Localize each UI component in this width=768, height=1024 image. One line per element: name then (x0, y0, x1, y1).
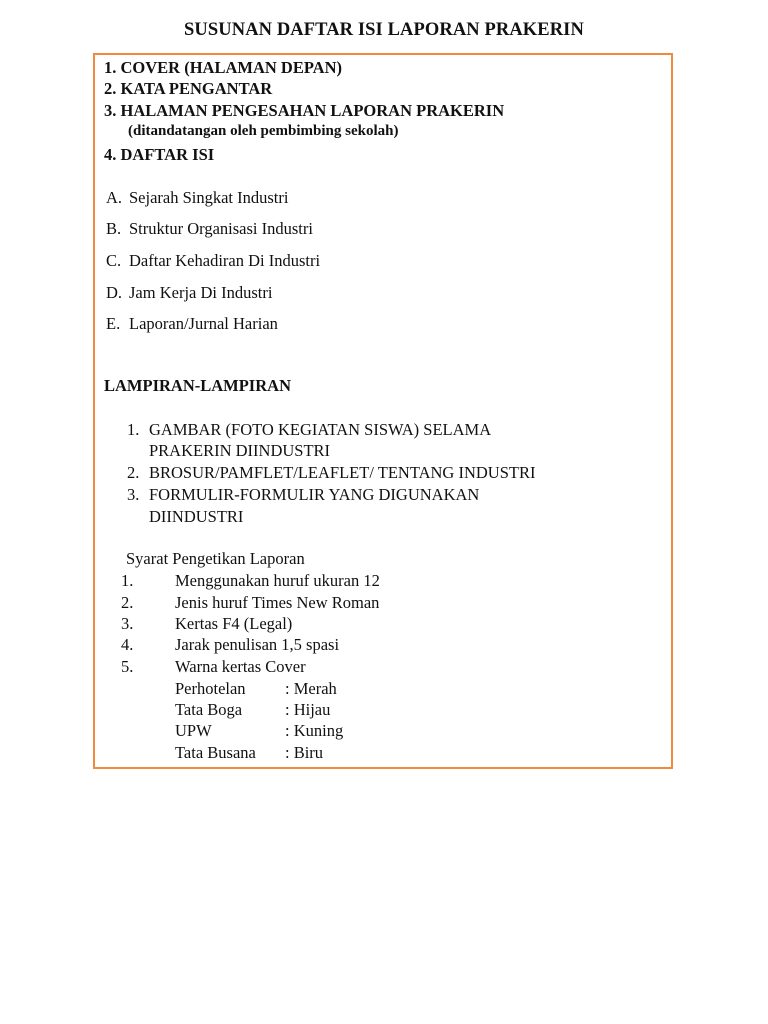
cover-color-value-perhotelan: : Merah (285, 679, 337, 698)
cover-color-value-upw: : Kuning (285, 721, 344, 740)
cover-color-dept-tata-boga: Tata Boga (175, 700, 243, 719)
lampiran-item-1-line1: GAMBAR (FOTO KEGIATAN SISWA) SELAMA (149, 420, 492, 439)
section-e-text: Laporan/Jurnal Harian (129, 314, 278, 333)
main-item-cover: 1. COVER (HALAMAN DEPAN) (104, 58, 343, 77)
syarat-item-4-num: 4. (121, 635, 134, 654)
section-e-letter: E. (106, 314, 121, 333)
section-a-text: Sejarah Singkat Industri (129, 188, 289, 207)
syarat-item-2-text: Jenis huruf Times New Roman (175, 593, 380, 612)
syarat-item-5-text: Warna kertas Cover (175, 657, 306, 676)
syarat-item-5-num: 5. (121, 657, 134, 676)
main-item-3-note: (ditandatangan oleh pembimbing sekolah) (128, 123, 399, 139)
syarat-item-4-text: Jarak penulisan 1,5 spasi (175, 635, 340, 654)
section-b-letter: B. (106, 219, 122, 238)
syarat-item-1-text: Menggunakan huruf ukuran 12 (175, 571, 380, 590)
cover-color-dept-upw: UPW (175, 721, 212, 740)
cover-color-value-tata-busana: : Biru (285, 743, 324, 762)
main-item-daftar-isi: 4. DAFTAR ISI (104, 145, 215, 164)
lampiran-item-3-num: 3. (127, 485, 140, 504)
section-a-letter: A. (106, 188, 123, 207)
section-c-text: Daftar Kehadiran Di Industri (129, 251, 321, 270)
section-d-letter: D. (106, 283, 123, 302)
syarat-item-3-text: Kertas F4 (Legal) (175, 614, 293, 633)
lampiran-item-2-num: 2. (127, 463, 140, 482)
syarat-item-2-num: 2. (121, 593, 134, 612)
section-d-text: Jam Kerja Di Industri (129, 283, 273, 302)
lampiran-item-1-num: 1. (127, 420, 140, 439)
main-item-kata-pengantar: 2. KATA PENGANTAR (104, 79, 273, 98)
cover-color-dept-tata-busana: Tata Busana (175, 743, 256, 762)
cover-color-value-tata-boga: : Hijau (285, 700, 331, 719)
syarat-item-1-num: 1. (121, 571, 134, 590)
cover-color-dept-perhotelan: Perhotelan (175, 679, 246, 698)
document-title: SUSUNAN DAFTAR ISI LAPORAN PRAKERIN (184, 20, 584, 40)
lampiran-item-1-line2: PRAKERIN DIINDUSTRI (149, 441, 331, 460)
lampiran-heading: LAMPIRAN-LAMPIRAN (104, 376, 291, 395)
lampiran-item-2-line1: BROSUR/PAMFLET/LEAFLET/ TENTANG INDUSTRI (149, 463, 536, 482)
main-item-halaman-pengesahan: 3. HALAMAN PENGESAHAN LAPORAN PRAKERIN (104, 101, 505, 120)
syarat-heading: Syarat Pengetikan Laporan (126, 549, 305, 568)
lampiran-item-3-line1: FORMULIR-FORMULIR YANG DIGUNAKAN (149, 485, 480, 504)
syarat-item-3-num: 3. (121, 614, 134, 633)
lampiran-item-3-line2: DIINDUSTRI (149, 507, 244, 526)
section-b-text: Struktur Organisasi Industri (129, 219, 313, 238)
section-c-letter: C. (106, 251, 122, 270)
